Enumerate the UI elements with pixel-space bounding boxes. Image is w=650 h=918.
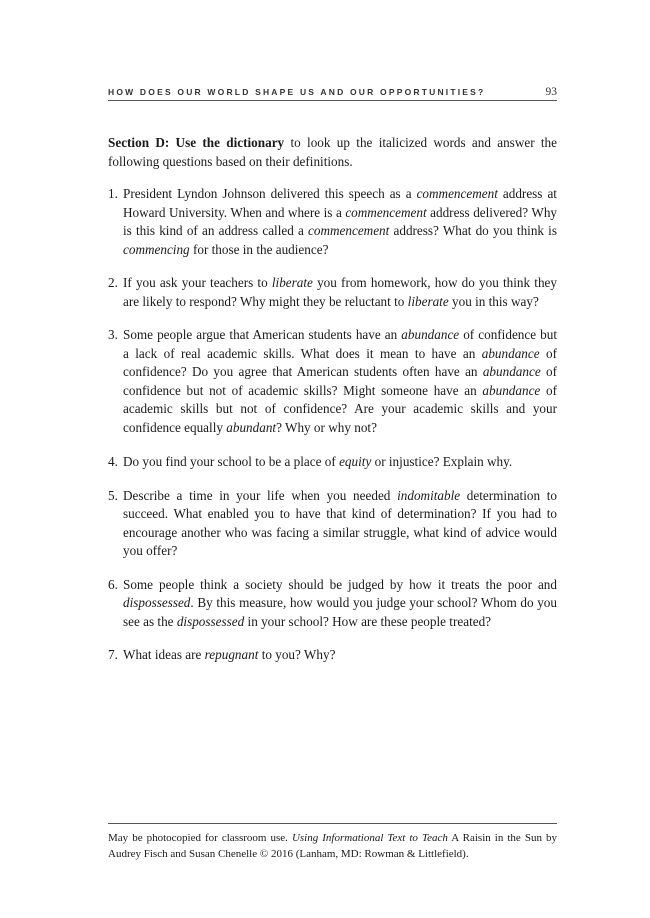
italic-term: abundance [482,382,541,398]
text-run: Some people argue that American students have an [123,327,402,342]
header-rule [108,100,557,101]
running-header [108,86,557,98]
italic-term: commencing [123,241,190,257]
question-number: 1. [108,186,118,201]
italic-term: dispossessed [123,595,191,610]
text-run: Some people think a society should be judged by how it treats the poor and [123,576,557,592]
question-number: 4. [108,454,118,469]
question-item [108,453,557,472]
section-intro [108,134,557,171]
italic-term: equity [339,454,372,469]
italic-term: liberate [271,275,313,290]
text-run: of confidence? Do you agree that American students often have an [123,345,557,379]
text-run: address at Howard University. When and where is a [123,186,557,220]
question-text [123,274,557,311]
question-item [108,326,557,437]
question-text [123,576,557,632]
question-number: 7. [108,647,118,662]
text-run: What ideas are [123,647,205,662]
text-run: you from homework, how do you think they are likely to respond? Why might they be reluctant to [123,275,557,309]
text-run: If you ask your teachers to [123,275,272,290]
question-number: 6. [108,576,118,592]
question-item [108,274,557,311]
italic-term: commencement [308,223,390,238]
question-list [108,185,557,665]
section-instructions: to look up the italicized words and answer the following questions based on their definitions. [108,135,558,169]
italic-term: commencement [416,186,498,201]
question-item [108,576,557,632]
text-run: you in this way? [448,293,539,309]
text-run: address delivered? Why is this kind of an address called a [123,204,558,238]
text-run: for those in the audience? [189,241,329,257]
text-run: determination to succeed. What enabled you to have that kind of determination? If you had to encourage another who was facing a similar struggle, what kind of advice would you offer? [123,487,557,558]
copyright-footer [108,830,557,862]
text-run: address? What do you think is [389,223,557,238]
footer-rule [108,823,557,824]
italic-term: Using Informational Text to Teach [291,832,448,844]
italic-term: commencement [345,204,427,220]
italic-term: indomitable [397,487,461,503]
italic-term: repugnant [204,647,259,662]
text-run: or injustice? Explain why. [371,454,513,469]
text-run: of confidence but a lack of real academic skills. What does it mean to have an [123,327,557,361]
text-run: of academic skills but not of confidence? Are your academic skills and your confidence equally [123,382,557,435]
question-text [123,646,557,665]
italic-term: liberate [407,293,449,309]
question-number: 5. [108,487,118,503]
running-title: HOW DOES OUR WORLD SHAPE US AND OUR OPPORTUNITIES? [108,87,486,97]
text-run: President Lyndon Johnson delivered this speech as a [123,186,417,201]
question-item [108,646,557,665]
italic-term: abundant [226,419,277,435]
question-item [108,185,557,259]
section-heading: Section D: Use the dictionary [108,135,285,150]
text-run: ? Why or why not? [276,419,377,435]
question-text [123,326,557,437]
question-text [123,185,557,259]
question-number: 2. [108,275,118,290]
question-text [123,453,557,472]
italic-term: dispossessed [176,613,245,629]
text-run: . By this measure, how would you judge your school? Whom do you see as the [123,595,557,629]
text-run: in your school? How are these people treated? [244,613,492,629]
question-text [123,487,557,561]
text-run: to you? Why? [258,647,336,662]
text-run: of confidence but not of academic skills? Might someone have an [123,364,557,398]
text-run: May be photocopied for classroom use. [108,832,292,844]
text-run: Do you find your school to be a place of [123,454,340,469]
italic-term: abundance [482,364,541,379]
question-number: 3. [108,327,118,342]
italic-term: abundance [481,345,540,361]
question-item [108,487,557,561]
text-run: A Raisin in the Sun by Audrey Fisch and Susan Chenelle © 2016 (Lanham, MD: Rowman & Littlefield). [108,832,557,860]
italic-term: abundance [401,327,460,342]
page-number: 93 [545,86,557,98]
text-run: Describe a time in your life when you needed [123,487,398,503]
